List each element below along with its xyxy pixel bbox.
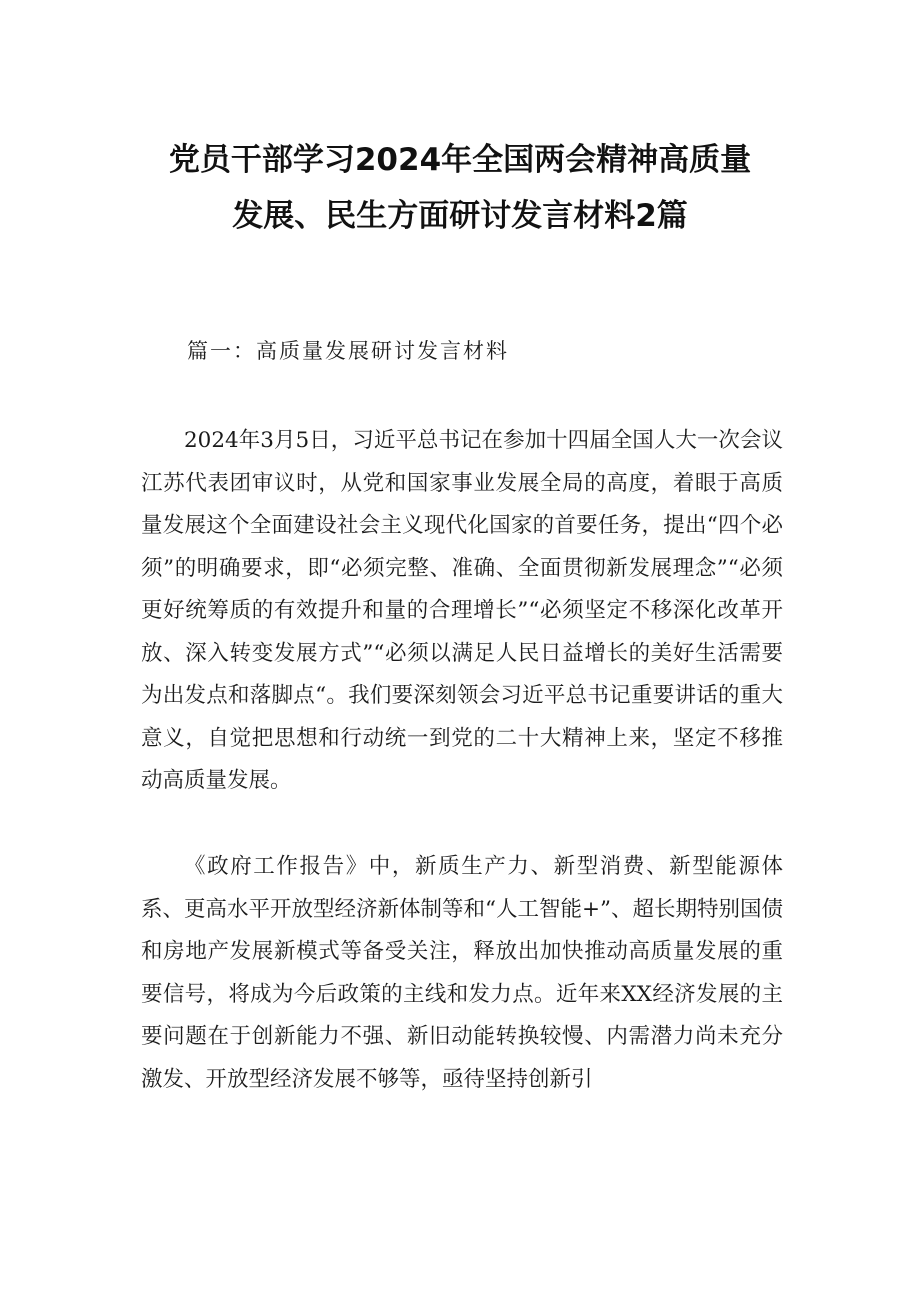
body-paragraph-2: 《政府工作报告》中，新质生产力、新型消费、新型能源体系、更高水平开放型经济新体制等和“人工智能+”、超长期特别国债和房地产发展新模式等备受关注，释放出加快推动高质量发展的重要信号，将成为今后政策的主线和发力点。近年来XX经济发展的主要问题在于创新能力不强、新旧动能转换较慢、内需潜力尚未充分激发、开放型经济发展不够等，亟待坚持创新引 xyxy=(141,854,784,1092)
section-heading: 篇一：高质量发展研讨发言材料 xyxy=(187,339,509,363)
body-paragraph-1: 2024年3月5日，习近平总书记在参加十四届全国人大一次会议江苏代表团审议时，从党和国家事业发展全局的高度，着眼于高质量发展这个全面建设社会主义现代化国家的首要任务，提出“四个必须”的明确要求，即“必须完整、准确、全面贯彻新发展理念”“必须更好统筹质的有效提升和量的合理增长”“必须坚定不移深化改革开放、深入转变发展方式”“必须以满足人民日益增长的美好生活需要为出发点和落脚点“。我们要深刻领会习近平总书记重要讲话的重大意义，自觉把思想和行动统一到党的二十大精神上来，坚定不移推动高质量发展。 xyxy=(141,428,783,793)
document-title-line-1: 党员干部学习2024年全国两会精神高质量 xyxy=(168,142,752,178)
document-title-line-2: 发展、民生方面研讨发言材料2篇 xyxy=(232,198,688,234)
